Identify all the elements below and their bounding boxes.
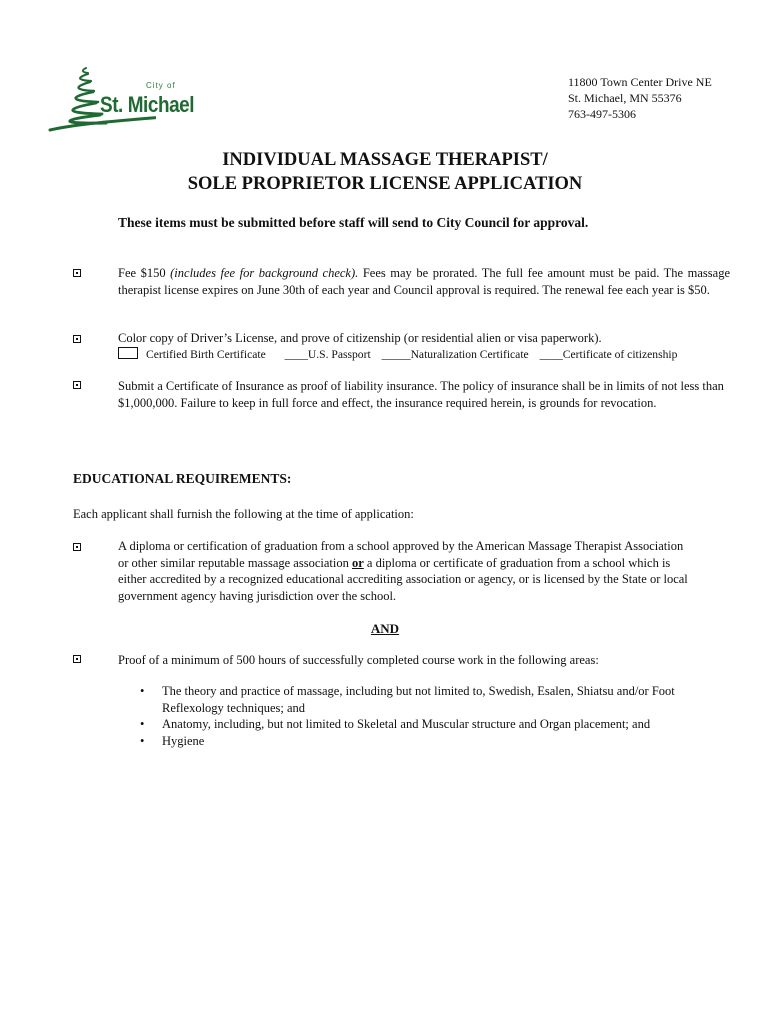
- education-heading: EDUCATIONAL REQUIREMENTS:: [73, 471, 292, 486]
- logo-city-text: City of: [146, 81, 176, 90]
- option-naturalization[interactable]: _____Naturalization Certificate: [381, 348, 529, 361]
- option-birth-label: Certified Birth Certificate: [146, 348, 266, 361]
- license-checkbox[interactable]: [73, 335, 81, 343]
- insurance-paragraph: Submit a Certificate of Insurance as proof of liability insurance. The policy of insurance shall be in limits of not less than $1,000,000. Failure to keep in full force and effect, the insurance required herein, is grounds for revocation.: [118, 379, 724, 410]
- hours-paragraph: Proof of a minimum of 500 hours of successfully completed course work in the following areas:: [118, 653, 599, 667]
- logo-name-text: St. Michael: [100, 92, 195, 117]
- diploma-or: or: [351, 555, 364, 570]
- insurance-checkbox[interactable]: [73, 381, 81, 389]
- fee-prefix: Fee $150: [118, 266, 171, 280]
- birth-certificate-box[interactable]: [118, 347, 138, 359]
- fee-paragraph: [118, 265, 730, 298]
- diploma-paragraph: [118, 538, 693, 604]
- address-street: 11800 Town Center Drive NE: [568, 75, 712, 89]
- fee-italic-note: (includes fee for background check).: [170, 266, 359, 280]
- citizenship-options: [118, 347, 685, 361]
- option-birth-certificate[interactable]: [118, 348, 274, 361]
- license-paragraph: Color copy of Driver’s License, and prove of citizenship (or residential alien or visa paperwork).: [118, 331, 602, 345]
- coursework-list: [140, 683, 700, 749]
- list-item: • Hygiene: [140, 733, 700, 750]
- fee-details: Fees may be prorated. The full fee amount must be paid. The massage therapist license expires on June 30th of each year and Council approval is required. The renewal fee each year is $50.: [118, 266, 730, 297]
- address-city-state: St. Michael, MN 55376: [568, 91, 682, 105]
- diploma-text-before: A diploma or certification of graduation from a school approved by the American Massage Therapist Association or other similar reputable massage association: [118, 539, 684, 570]
- submission-notice: These items must be submitted before staff will send to City Council for approval.: [118, 215, 589, 230]
- city-logo: [46, 64, 206, 134]
- list-item: • The theory and practice of massage, including but not limited to, Swedish, Esalen, Shiatsu and/or Foot Reflexology techniques; and: [140, 683, 700, 716]
- and-label: AND: [370, 621, 400, 636]
- option-citizenship[interactable]: ____Certificate of citizenship: [539, 348, 678, 361]
- address-phone: 763-497-5306: [568, 107, 636, 121]
- list-item: • Anatomy, including, but not limited to Skeletal and Muscular structure and Organ placement; and: [140, 716, 700, 733]
- page-title: [0, 148, 770, 196]
- option-passport[interactable]: ____U.S. Passport: [284, 348, 371, 361]
- city-address: [568, 74, 712, 122]
- diploma-checkbox[interactable]: [73, 543, 81, 551]
- title-line-1: INDIVIDUAL MASSAGE THERAPIST/: [222, 150, 548, 170]
- hours-checkbox[interactable]: [73, 655, 81, 663]
- title-line-2: SOLE PROPRIETOR LICENSE APPLICATION: [187, 174, 583, 194]
- fee-checkbox[interactable]: [73, 269, 81, 277]
- diploma-text-after: a diploma or certificate of graduation from a school which is either accredited by a recognized educational accrediting association or agency, or is licensed by the State or local government agency having jurisdiction over the school.: [118, 555, 688, 603]
- education-intro: Each applicant shall furnish the following at the time of application:: [73, 507, 414, 521]
